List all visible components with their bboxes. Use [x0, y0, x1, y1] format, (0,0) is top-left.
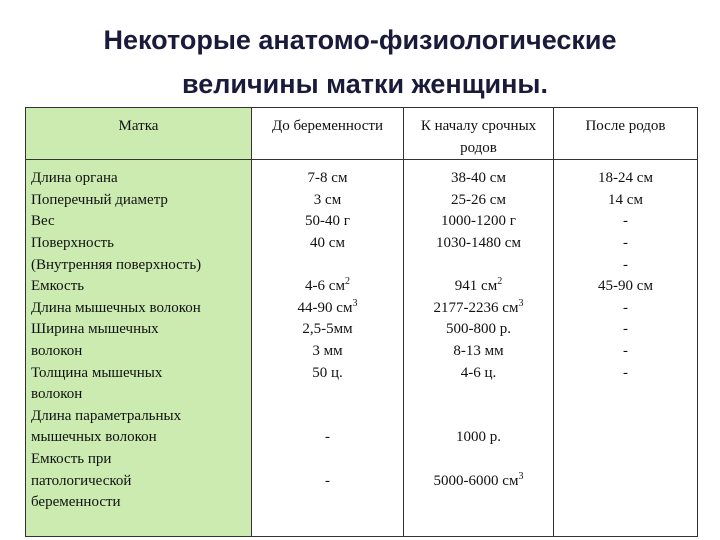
before-fiber-width: 2,5-5мм: [302, 321, 353, 338]
title-line-1: Некоторые анатомо-физиологические: [103, 25, 617, 55]
term-column: [404, 160, 554, 537]
title-line-2: величины матки женщины.: [182, 69, 548, 99]
label-fiber-width-1: Ширина мышечных: [31, 321, 159, 338]
term-fiber-length: 2177-2236 $см^3$: [433, 297, 524, 316]
postpartum-column: [554, 160, 698, 537]
header-postpartum: После родов: [554, 108, 698, 160]
after-fiber-width: -: [623, 321, 628, 338]
before-length: 7-8 см: [307, 170, 348, 187]
label-pathology-2: патологической: [31, 472, 132, 489]
before-fiber-thickness: 50 ц.: [312, 364, 343, 381]
spacer: [404, 449, 553, 471]
label-parametral-2: мышечных волокон: [31, 429, 157, 446]
before-weight: 50-40 г: [305, 213, 350, 230]
term-fiber-thickness: 4-6 ц.: [460, 364, 497, 381]
label-fiber-width-2: волокон: [31, 342, 83, 359]
before-diameter: 3 см: [313, 191, 342, 208]
after-diameter: 14 см: [608, 191, 643, 208]
before-pregnancy-column: [252, 160, 404, 537]
after-length: 18-24 см: [598, 170, 653, 187]
spacer: [252, 384, 403, 406]
uterus-values-table: [25, 107, 698, 537]
spacer: [252, 255, 403, 277]
term-fiber-width: 500-800 р.: [446, 321, 511, 338]
term-capacity: 941 $см^2$: [454, 276, 503, 295]
parameter-column: [26, 160, 252, 537]
header-term: К началу срочных родов: [404, 108, 554, 160]
term-weight: 1000-1200 г: [441, 213, 516, 230]
label-diameter: Поперечный диаметр: [31, 191, 168, 208]
spacer: [252, 406, 403, 428]
table-header-row: [26, 108, 698, 160]
before-fiber-3mm: 3 мм: [312, 342, 343, 359]
after-inner-surface: -: [623, 256, 628, 273]
after-weight: -: [623, 213, 628, 230]
term-diameter: 25-26 см: [451, 191, 506, 208]
term-pathology: 5000-6000 $см^3$: [433, 470, 524, 489]
spacer: [404, 255, 553, 277]
label-fiber-length: Длина мышечных волокон: [31, 299, 201, 316]
header-uterus: Матка: [26, 108, 252, 160]
after-capacity: 45-90 см: [598, 278, 653, 295]
after-fiber-mm: -: [623, 342, 628, 359]
header-before-pregnancy: До беременности: [252, 108, 404, 160]
label-parametral-1: Длина параметральных: [31, 407, 182, 424]
spacer: [252, 449, 403, 471]
term-parametral: 1000 р.: [456, 429, 501, 446]
term-fiber-mm: 8-13 мм: [453, 342, 504, 359]
label-fiber-thickness-1: Толщина мышечных: [31, 364, 163, 381]
label-pathology-1: Емкость при: [31, 450, 112, 467]
label-surface: Поверхность: [31, 234, 114, 251]
before-capacity: 4-6 $см^2$: [305, 276, 350, 295]
label-pathology-3: беременности: [31, 494, 121, 511]
label-inner-surface: (Внутренняя поверхность): [31, 256, 202, 273]
after-fiber-thickness: -: [623, 364, 628, 381]
term-length: 38-40 см: [451, 170, 506, 187]
slide-title: [0, 18, 720, 106]
after-surface: -: [623, 234, 628, 251]
label-weight: Вес: [31, 213, 55, 230]
before-parametral: -: [325, 429, 330, 446]
after-fiber-length: -: [623, 299, 628, 316]
table-body-row: [26, 160, 698, 537]
before-fiber-length: 44-90 $см^3$: [297, 297, 358, 316]
label-length: Длина органа: [31, 170, 118, 187]
spacer: [404, 406, 553, 428]
term-surface: 1030-1480 см: [436, 234, 521, 251]
spacer: [404, 384, 553, 406]
label-fiber-thickness-2: волокон: [31, 386, 83, 403]
label-capacity: Емкость: [31, 278, 85, 295]
before-surface: 40 см: [310, 234, 345, 251]
before-pathology: -: [325, 472, 330, 489]
